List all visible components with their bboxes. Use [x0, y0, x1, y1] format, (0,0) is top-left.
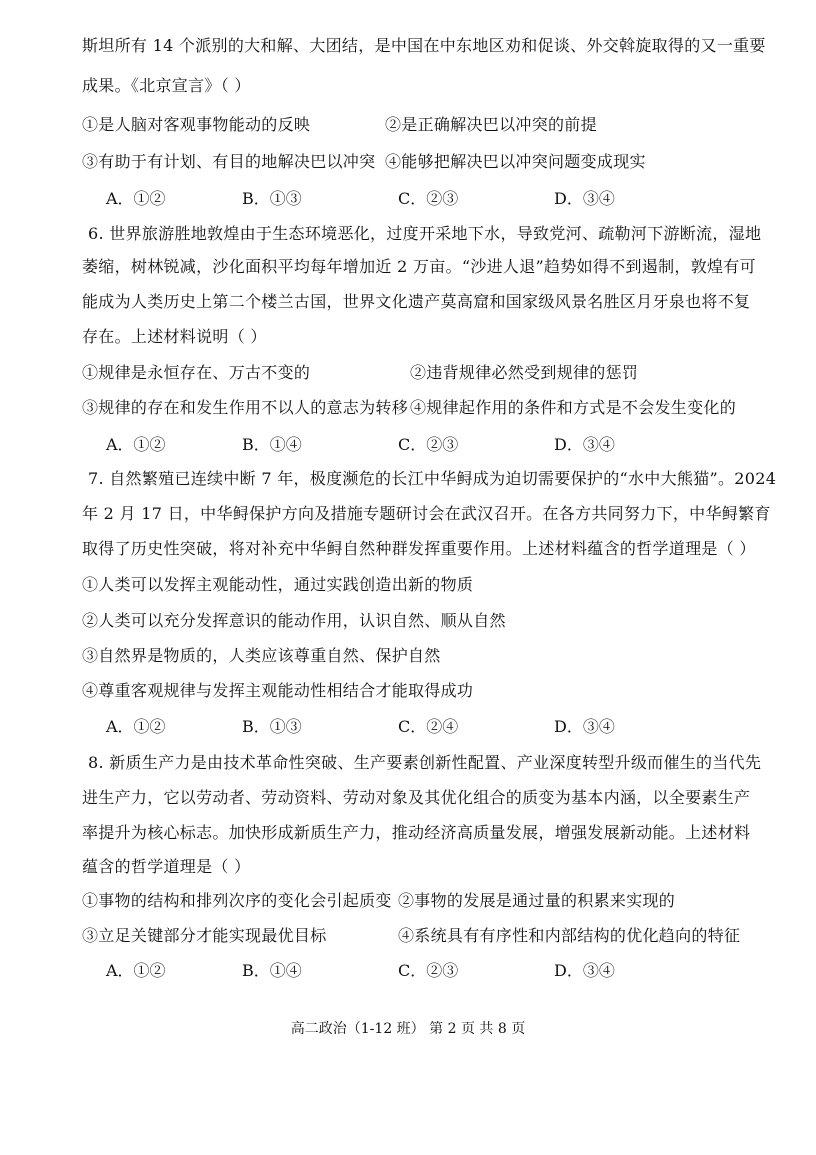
q7-stem-line-1: 7. 自然繁殖已连续中断 7 年，极度濒危的长江中华鲟成为迫切需要保护的“水中大熊猫”。2024 [88, 469, 777, 488]
q6-choice-c: C．②③ [398, 435, 459, 454]
q8-choice-b: B．①④ [242, 961, 302, 980]
q5-statement-2: ②是正确解决巴以冲突的前提 [385, 115, 597, 134]
q8-choice-a: A．①② [106, 961, 166, 980]
q6-statement-4: ④规律起作用的条件和方式是不会发生变化的 [410, 398, 737, 417]
q7-choice-a: A．①② [106, 717, 166, 736]
q6-stem-line-4: 存在。上述材料说明（ ） [82, 327, 267, 346]
q5-stem-line-2: 成果。《北京宣言》（ ） [82, 76, 251, 95]
page-footer: 高二政治（1-12 班） 第 2 页 共 8 页 [290, 1021, 526, 1037]
q7-statement-2: ②人类可以充分发挥意识的能动作用，认识自然、顺从自然 [82, 611, 506, 630]
q8-stem-line-2: 进生产力，它以劳动者、劳动资料、劳动对象及其优化组合的质变为基本内涵，以全要素生产 [82, 788, 751, 807]
q6-choice-b: B．①④ [242, 435, 302, 454]
q8-statement-2: ②事物的发展是通过量的积累来实现的 [398, 891, 676, 910]
q5-stem-line-1: 斯坦所有 14 个派别的大和解、大团结，是中国在中东地区劝和促谈、外交斡旋取得的又一重要 [82, 36, 766, 55]
q6-statement-1: ①规律是永恒存在、万古不变的 [82, 363, 311, 382]
q8-statement-4: ④系统具有有序性和内部结构的优化趋向的特征 [398, 926, 741, 945]
q6-stem-line-2: 萎缩，树林锐减，沙化面积平均每年增加近 2 万亩。“沙进人退”趋势如得不到遏制，敦煌有可 [82, 257, 756, 276]
q5-choice-d: D．③④ [554, 189, 615, 208]
q5-statement-3: ③有助于有计划、有目的地解决巴以冲突 [82, 152, 376, 171]
q5-choice-c: C．②③ [398, 189, 459, 208]
q7-choice-b: B．①③ [242, 717, 302, 736]
q6-stem-line-3: 能成为人类历史上第二个楼兰古国，世界文化遗产莫高窟和国家级风景名胜区月牙泉也将不复 [82, 292, 751, 311]
q6-stem-line-1: 6. 世界旅游胜地敦煌由于生态环境恶化，过度开采地下水，导致党河、疏勒河下游断流，湿地 [88, 224, 762, 243]
q8-statement-3: ③立足关键部分才能实现最优目标 [82, 926, 327, 945]
q5-choice-b: B．①③ [242, 189, 302, 208]
q6-statement-2: ②违背规律必然受到规律的惩罚 [410, 363, 639, 382]
q8-stem-line-4: 蕴含的哲学道理是（ ） [82, 857, 251, 876]
q5-statement-4: ④能够把解决巴以冲突问题变成现实 [385, 152, 646, 171]
q7-statement-4: ④尊重客观规律与发挥主观能动性相结合才能取得成功 [82, 681, 474, 700]
q7-statement-1: ①人类可以发挥主观能动性，通过实践创造出新的物质 [82, 575, 474, 594]
q8-statement-1: ①事物的结构和排列次序的变化会引起质变 [82, 891, 392, 910]
q7-stem-line-2: 年 2 月 17 日，中华鲟保护方向及措施专题研讨会在武汉召开。在各方共同努力下，中华鲟繁育 [82, 504, 771, 523]
q5-statement-1: ①是人脑对客观事物能动的反映 [82, 115, 311, 134]
q6-choice-a: A．①② [106, 435, 166, 454]
q7-choice-d: D．③④ [554, 717, 615, 736]
q6-choice-d: D．③④ [554, 435, 615, 454]
q8-choice-d: D．③④ [554, 961, 615, 980]
q8-stem-line-1: 8. 新质生产力是由技术革命性突破、生产要素创新性配置、产业深度转型升级而催生的当代先 [88, 753, 762, 772]
q8-choice-c: C．②③ [398, 961, 459, 980]
q7-stem-line-3: 取得了历史性突破，将对补充中华鲟自然种群发挥重要作用。上述材料蕴含的哲学道理是（ ） [82, 539, 756, 558]
q7-statement-3: ③自然界是物质的，人类应该尊重自然、保护自然 [82, 646, 441, 665]
q6-statement-3: ③规律的存在和发生作用不以人的意志为转移 [82, 398, 409, 417]
q8-stem-line-3: 率提升为核心标志。加快形成新质生产力，推动经济高质量发展，增强发展新动能。上述材料 [82, 823, 751, 842]
q7-choice-c: C．②④ [398, 717, 459, 736]
q5-choice-a: A．①② [106, 189, 166, 208]
